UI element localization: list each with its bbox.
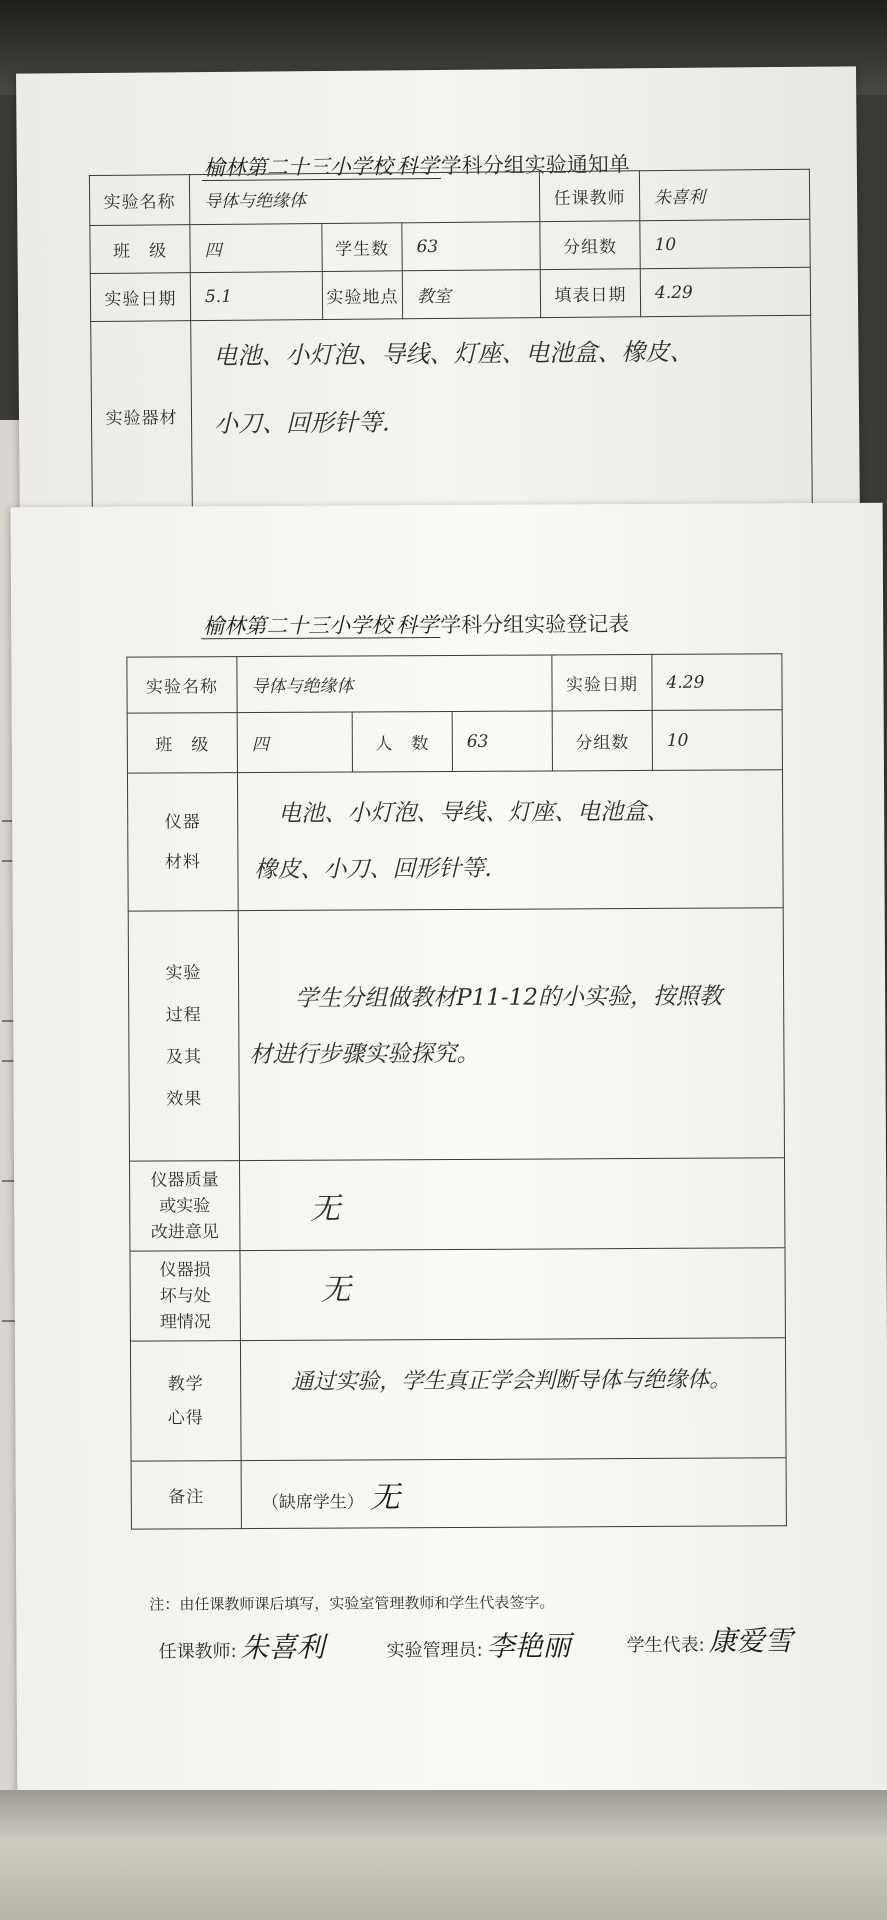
- notice-label-date: 实验日期: [90, 273, 190, 322]
- notice-groups: 10: [640, 219, 810, 268]
- notice-title-suffix: 学科分组实验通知单: [440, 152, 630, 178]
- notice-label-location: 实验地点: [322, 271, 402, 320]
- record-count: 63: [452, 711, 552, 772]
- record-label-equipment-2: 材料: [164, 851, 201, 872]
- record-label-process-3: 及其: [165, 1046, 203, 1067]
- student-rep-signature-value: 康爱雪: [708, 1624, 793, 1658]
- record-note: 注：由任课教师课后填写，实验室管理教师和学生代表签字。: [149, 1593, 555, 1614]
- notice-experiment-name: 导体与绝缘体: [189, 172, 539, 225]
- record-process-line1: 学生分组做教材P11-12的小实验，按照教: [295, 983, 722, 1012]
- record-label-absent: （缺席学生）: [261, 1491, 364, 1513]
- record-label-damage: [130, 1251, 240, 1342]
- record-label-damage-3: 理情况: [159, 1311, 211, 1333]
- record-date: 4.29: [652, 654, 782, 711]
- record-equipment-line1: 电池、小灯泡、导线、灯座、电池盒、: [278, 798, 670, 827]
- notice-location: 教室: [402, 270, 540, 319]
- notice-subject: 科学: [395, 154, 441, 179]
- lab-admin-signature-value: 李艳丽: [486, 1629, 571, 1663]
- teacher-signature-value: 朱喜利: [240, 1630, 325, 1665]
- notice-sheet: [16, 66, 860, 533]
- record-process: [238, 908, 784, 1161]
- record-label-class: 班 级: [127, 713, 237, 774]
- record-experiment-name: 导体与绝缘体: [237, 655, 552, 713]
- lab-admin-signature-label: 实验管理员:: [386, 1639, 483, 1662]
- record-label-quality-1: 仪器质量: [150, 1169, 219, 1191]
- notice-equipment-line1: 电池、小灯泡、导线、灯座、电池盒、橡皮、: [213, 337, 694, 370]
- notice-label-students: 学生数: [322, 223, 402, 272]
- notice-table: [89, 169, 813, 512]
- record-subject: 科学: [394, 613, 440, 638]
- record-label-groups: 分组数: [552, 710, 652, 771]
- teacher-signature-label: 任课教师:: [158, 1641, 237, 1663]
- record-label-process-2: 过程: [165, 1004, 202, 1025]
- record-label-insight: [130, 1341, 241, 1462]
- notice-label-groups: 分组数: [540, 221, 640, 270]
- record-label-equipment: [127, 773, 238, 912]
- notice-teacher: 朱喜利: [639, 169, 809, 220]
- record-label-quality-3: 改进意见: [150, 1221, 219, 1243]
- notice-label-experiment-name: 实验名称: [89, 175, 189, 226]
- record-sheet: [11, 503, 887, 1818]
- notice-fill-date: 4.29: [640, 267, 810, 316]
- record-remark: 无: [369, 1479, 400, 1515]
- record-label-count: 人 数: [352, 711, 452, 772]
- student-rep-signature-label: 学生代表:: [626, 1634, 705, 1657]
- record-label-damage-1: 仪器损: [159, 1259, 211, 1281]
- student-rep-signature: [626, 1619, 792, 1660]
- record-label-insight-1: 教学: [167, 1373, 204, 1394]
- record-label-quality: [130, 1161, 240, 1252]
- record-class: 四: [237, 712, 352, 773]
- record-label-remark: 备注: [131, 1461, 241, 1530]
- record-label-damage-2: 坏与处: [159, 1285, 211, 1307]
- record-school: 榆林第二十三小学校: [201, 613, 394, 639]
- notice-label-fill-date: 填表日期: [540, 269, 640, 318]
- record-insight: 通过实验，学生真正学会判断导体与绝缘体。: [240, 1338, 786, 1461]
- notice-class: 四: [190, 224, 322, 273]
- record-title: [201, 608, 629, 640]
- table-surface-bottom: [0, 1790, 887, 1920]
- notice-equipment: [191, 315, 813, 510]
- record-title-suffix: 学科分组实验登记表: [440, 612, 630, 638]
- record-remark-cell: [241, 1458, 786, 1529]
- notice-label-class: 班 级: [90, 225, 190, 274]
- record-damage: 无: [240, 1248, 785, 1341]
- record-label-process: [128, 911, 239, 1162]
- record-table: [126, 653, 787, 1529]
- record-groups: 10: [652, 710, 782, 771]
- record-label-process-1: 实验: [165, 962, 202, 983]
- record-label-date: 实验日期: [552, 654, 652, 711]
- record-label-experiment-name: 实验名称: [127, 657, 237, 714]
- record-label-process-4: 效果: [166, 1088, 203, 1109]
- record-equipment: [237, 770, 783, 911]
- notice-school: 榆林第二十三小学校: [202, 154, 395, 181]
- lab-admin-signature: [386, 1624, 570, 1665]
- record-label-quality-2: 或实验: [159, 1195, 211, 1217]
- record-label-insight-2: 心得: [167, 1407, 204, 1428]
- notice-label-equipment: 实验器材: [91, 321, 193, 512]
- record-quality: 无: [240, 1158, 785, 1251]
- record-label-equipment-1: 仪器: [164, 811, 201, 832]
- teacher-signature: [158, 1626, 324, 1667]
- notice-students: 63: [402, 222, 540, 271]
- notice-date: 5.1: [190, 272, 322, 321]
- notice-equipment-line2: 小刀、回形针等.: [213, 408, 390, 438]
- record-process-line2: 材进行步骤实验探究。: [249, 1040, 480, 1069]
- notice-label-teacher: 任课教师: [539, 171, 639, 222]
- record-equipment-line2: 橡皮、小刀、回形针等.: [254, 855, 492, 883]
